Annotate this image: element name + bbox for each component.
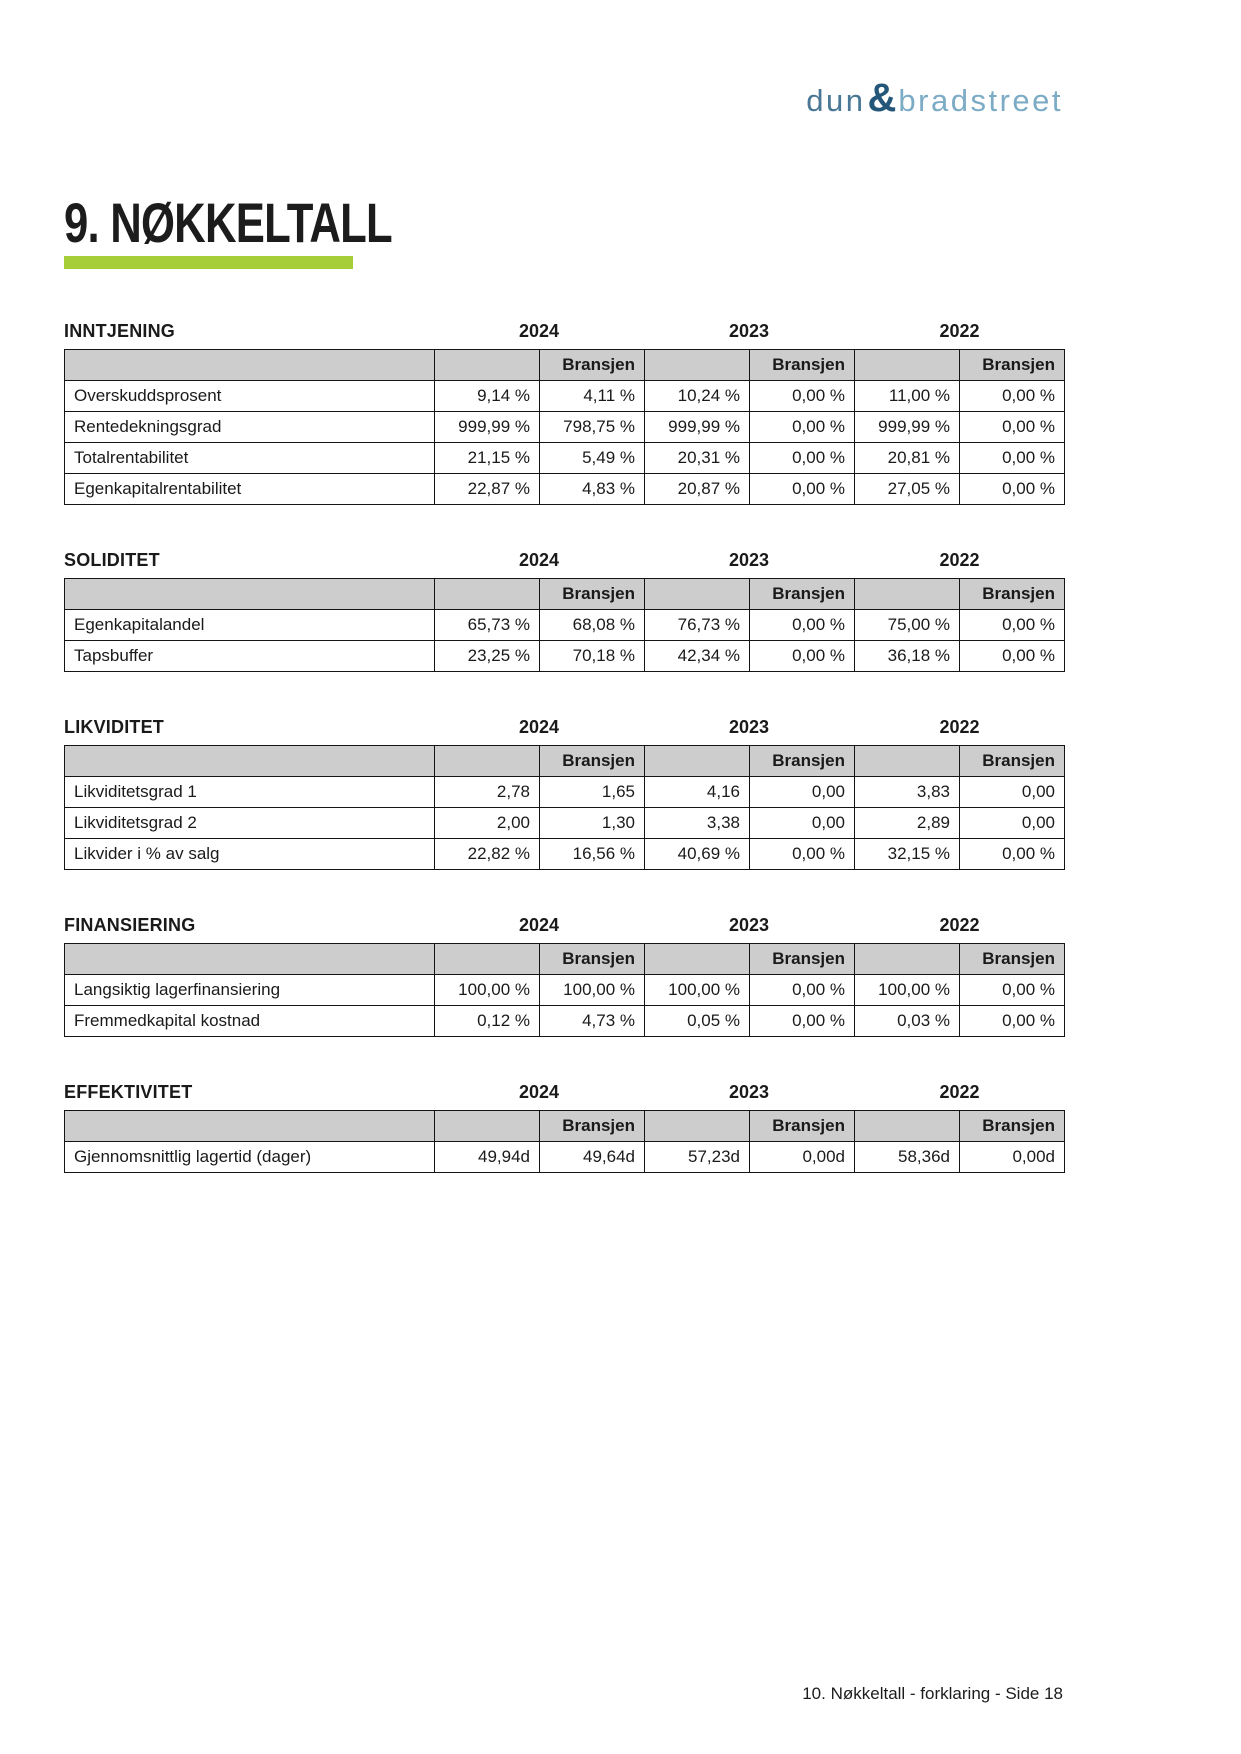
table-header-row: [65, 944, 1065, 975]
row-value: 100,00 %: [855, 975, 960, 1006]
header-empty-cell: [855, 746, 960, 777]
row-value: 0,00d: [750, 1142, 855, 1173]
row-label: Egenkapitalandel: [65, 610, 435, 641]
header-empty-cell: [645, 350, 750, 381]
header-empty-cell: [645, 1111, 750, 1142]
row-value: 0,00 %: [960, 381, 1065, 412]
kpi-table: [64, 745, 1065, 870]
row-value: 4,11 %: [540, 381, 645, 412]
header-empty-cell: [65, 350, 435, 381]
row-value: 2,78: [435, 777, 540, 808]
sections: [64, 320, 1065, 1217]
bransjen-header: Bransjen: [750, 944, 855, 975]
row-value: 21,15 %: [435, 443, 540, 474]
bransjen-header: Bransjen: [540, 350, 645, 381]
kpi-section: [64, 549, 1065, 672]
row-value: 36,18 %: [855, 641, 960, 672]
year-label: 2024: [518, 550, 560, 570]
row-value: 0,00 %: [750, 412, 855, 443]
table-row: [65, 610, 1065, 641]
bransjen-header: Bransjen: [540, 944, 645, 975]
row-value: 0,00 %: [960, 641, 1065, 672]
year-label: 2022: [939, 915, 980, 935]
row-value: 10,24 %: [645, 381, 750, 412]
header-empty-cell: [855, 944, 960, 975]
table-row: [65, 474, 1065, 505]
row-value: 49,94d: [435, 1142, 540, 1173]
year-label: 2023: [728, 1082, 770, 1102]
bransjen-header: Bransjen: [540, 579, 645, 610]
row-value: 23,25 %: [435, 641, 540, 672]
row-value: 22,82 %: [435, 839, 540, 870]
row-label: Rentedekningsgrad: [65, 412, 435, 443]
row-value: 0,00 %: [750, 443, 855, 474]
row-value: 0,05 %: [645, 1006, 750, 1037]
ampersand-logo-icon: &: [867, 76, 897, 120]
row-value: 0,00 %: [750, 610, 855, 641]
kpi-section: [64, 1081, 1065, 1173]
bransjen-header: Bransjen: [750, 579, 855, 610]
row-label: Egenkapitalrentabilitet: [65, 474, 435, 505]
row-value: 0,00 %: [960, 443, 1065, 474]
year-label: 2023: [728, 717, 770, 737]
table-header-row: [65, 746, 1065, 777]
bransjen-header: Bransjen: [540, 746, 645, 777]
kpi-table: [64, 1110, 1065, 1173]
page-footer: 10. Nøkkeltall - forklaring - Side 18: [802, 1684, 1063, 1703]
row-value: 20,31 %: [645, 443, 750, 474]
row-label: Likvider i % av salg: [65, 839, 435, 870]
header-empty-cell: [435, 350, 540, 381]
year-label: 2023: [728, 550, 770, 570]
table-header-row: [65, 1111, 1065, 1142]
bransjen-header: Bransjen: [960, 579, 1065, 610]
header-empty-cell: [435, 944, 540, 975]
bransjen-header: Bransjen: [750, 746, 855, 777]
row-value: 798,75 %: [540, 412, 645, 443]
year-label: 2024: [518, 321, 560, 341]
row-value: 76,73 %: [645, 610, 750, 641]
year-label: 2023: [728, 321, 770, 341]
table-row: [65, 1006, 1065, 1037]
row-value: 4,83 %: [540, 474, 645, 505]
table-row: [65, 641, 1065, 672]
row-value: 0,00 %: [750, 839, 855, 870]
section-header: [64, 914, 1065, 936]
table-row: [65, 1142, 1065, 1173]
table-row: [65, 443, 1065, 474]
row-value: 16,56 %: [540, 839, 645, 870]
kpi-table: [64, 578, 1065, 672]
header-empty-cell: [65, 579, 435, 610]
row-value: 22,87 %: [435, 474, 540, 505]
row-value: 0,00 %: [960, 1006, 1065, 1037]
row-value: 100,00 %: [435, 975, 540, 1006]
row-value: 0,00 %: [960, 839, 1065, 870]
section-title: EFFEKTIVITET: [64, 1082, 193, 1102]
row-value: 4,16: [645, 777, 750, 808]
row-value: 0,00 %: [960, 412, 1065, 443]
row-value: 20,81 %: [855, 443, 960, 474]
header-empty-cell: [645, 944, 750, 975]
row-label: Likviditetsgrad 2: [65, 808, 435, 839]
section-header: [64, 549, 1065, 571]
row-value: 0,00d: [960, 1142, 1065, 1173]
kpi-section: [64, 320, 1065, 505]
section-header: [64, 320, 1065, 342]
header-empty-cell: [435, 1111, 540, 1142]
row-value: 0,00 %: [960, 975, 1065, 1006]
row-value: 1,30: [540, 808, 645, 839]
row-value: 0,12 %: [435, 1006, 540, 1037]
dun-and-bradstreet-logo: [806, 76, 1063, 125]
table-row: [65, 839, 1065, 870]
year-label: 2022: [939, 321, 980, 341]
title-accent-bar: [64, 256, 353, 269]
row-value: 40,69 %: [645, 839, 750, 870]
row-label: Overskuddsprosent: [65, 381, 435, 412]
row-value: 2,00: [435, 808, 540, 839]
row-value: 3,38: [645, 808, 750, 839]
row-value: 0,00 %: [750, 1006, 855, 1037]
row-value: 0,00: [750, 808, 855, 839]
row-value: 0,00 %: [750, 975, 855, 1006]
row-value: 42,34 %: [645, 641, 750, 672]
section-title: SOLIDITET: [64, 550, 160, 570]
row-value: 32,15 %: [855, 839, 960, 870]
row-label: Tapsbuffer: [65, 641, 435, 672]
year-label: 2022: [939, 550, 980, 570]
header-empty-cell: [435, 579, 540, 610]
table-row: [65, 412, 1065, 443]
section-header: [64, 1081, 1065, 1103]
logo-text-bradstreet: bradstreet: [898, 82, 1063, 118]
header-empty-cell: [65, 1111, 435, 1142]
row-value: 68,08 %: [540, 610, 645, 641]
bransjen-header: Bransjen: [960, 350, 1065, 381]
section-header: [64, 716, 1065, 738]
header-empty-cell: [855, 579, 960, 610]
section-title: LIKVIDITET: [64, 717, 164, 737]
year-label: 2022: [939, 1082, 980, 1102]
row-value: 100,00 %: [540, 975, 645, 1006]
table-header-row: [65, 350, 1065, 381]
row-value: 70,18 %: [540, 641, 645, 672]
table-row: [65, 777, 1065, 808]
row-value: 75,00 %: [855, 610, 960, 641]
row-value: 3,83: [855, 777, 960, 808]
row-value: 4,73 %: [540, 1006, 645, 1037]
year-label: 2024: [518, 717, 560, 737]
row-value: 0,03 %: [855, 1006, 960, 1037]
row-value: 999,99 %: [855, 412, 960, 443]
table-row: [65, 975, 1065, 1006]
row-value: 0,00: [960, 808, 1065, 839]
row-value: 2,89: [855, 808, 960, 839]
row-label: Fremmedkapital kostnad: [65, 1006, 435, 1037]
section-title: INNTJENING: [64, 321, 176, 341]
row-label: Totalrentabilitet: [65, 443, 435, 474]
row-value: 20,87 %: [645, 474, 750, 505]
row-value: 9,14 %: [435, 381, 540, 412]
kpi-section: [64, 914, 1065, 1037]
row-label: Gjennomsnittlig lagertid (dager): [65, 1142, 435, 1173]
bransjen-header: Bransjen: [960, 944, 1065, 975]
year-label: 2023: [728, 915, 770, 935]
bransjen-header: Bransjen: [750, 350, 855, 381]
row-value: 0,00 %: [960, 474, 1065, 505]
header-empty-cell: [855, 350, 960, 381]
header-empty-cell: [645, 746, 750, 777]
header-empty-cell: [645, 579, 750, 610]
kpi-section: [64, 716, 1065, 870]
row-value: 100,00 %: [645, 975, 750, 1006]
row-value: 999,99 %: [435, 412, 540, 443]
kpi-table: [64, 349, 1065, 505]
header-empty-cell: [435, 746, 540, 777]
row-value: 49,64d: [540, 1142, 645, 1173]
header-empty-cell: [855, 1111, 960, 1142]
header-empty-cell: [65, 944, 435, 975]
row-value: 0,00 %: [960, 610, 1065, 641]
table-header-row: [65, 579, 1065, 610]
row-value: 0,00 %: [750, 474, 855, 505]
year-label: 2022: [939, 717, 980, 737]
row-value: 5,49 %: [540, 443, 645, 474]
table-row: [65, 381, 1065, 412]
row-label: Langsiktig lagerfinansiering: [65, 975, 435, 1006]
logo-text-dun: dun: [806, 82, 866, 118]
year-label: 2024: [518, 1082, 560, 1102]
bransjen-header: Bransjen: [750, 1111, 855, 1142]
row-value: 0,00 %: [750, 641, 855, 672]
bransjen-header: Bransjen: [960, 1111, 1065, 1142]
row-label: Likviditetsgrad 1: [65, 777, 435, 808]
bransjen-header: Bransjen: [960, 746, 1065, 777]
row-value: 0,00: [750, 777, 855, 808]
row-value: 1,65: [540, 777, 645, 808]
row-value: 65,73 %: [435, 610, 540, 641]
row-value: 999,99 %: [645, 412, 750, 443]
page-title: 9. NØKKELTALL: [64, 191, 392, 254]
table-row: [65, 808, 1065, 839]
bransjen-header: Bransjen: [540, 1111, 645, 1142]
year-label: 2024: [518, 915, 560, 935]
row-value: 58,36d: [855, 1142, 960, 1173]
header-empty-cell: [65, 746, 435, 777]
section-title: FINANSIERING: [64, 915, 196, 935]
row-value: 11,00 %: [855, 381, 960, 412]
row-value: 57,23d: [645, 1142, 750, 1173]
kpi-table: [64, 943, 1065, 1037]
row-value: 0,00: [960, 777, 1065, 808]
row-value: 27,05 %: [855, 474, 960, 505]
row-value: 0,00 %: [750, 381, 855, 412]
